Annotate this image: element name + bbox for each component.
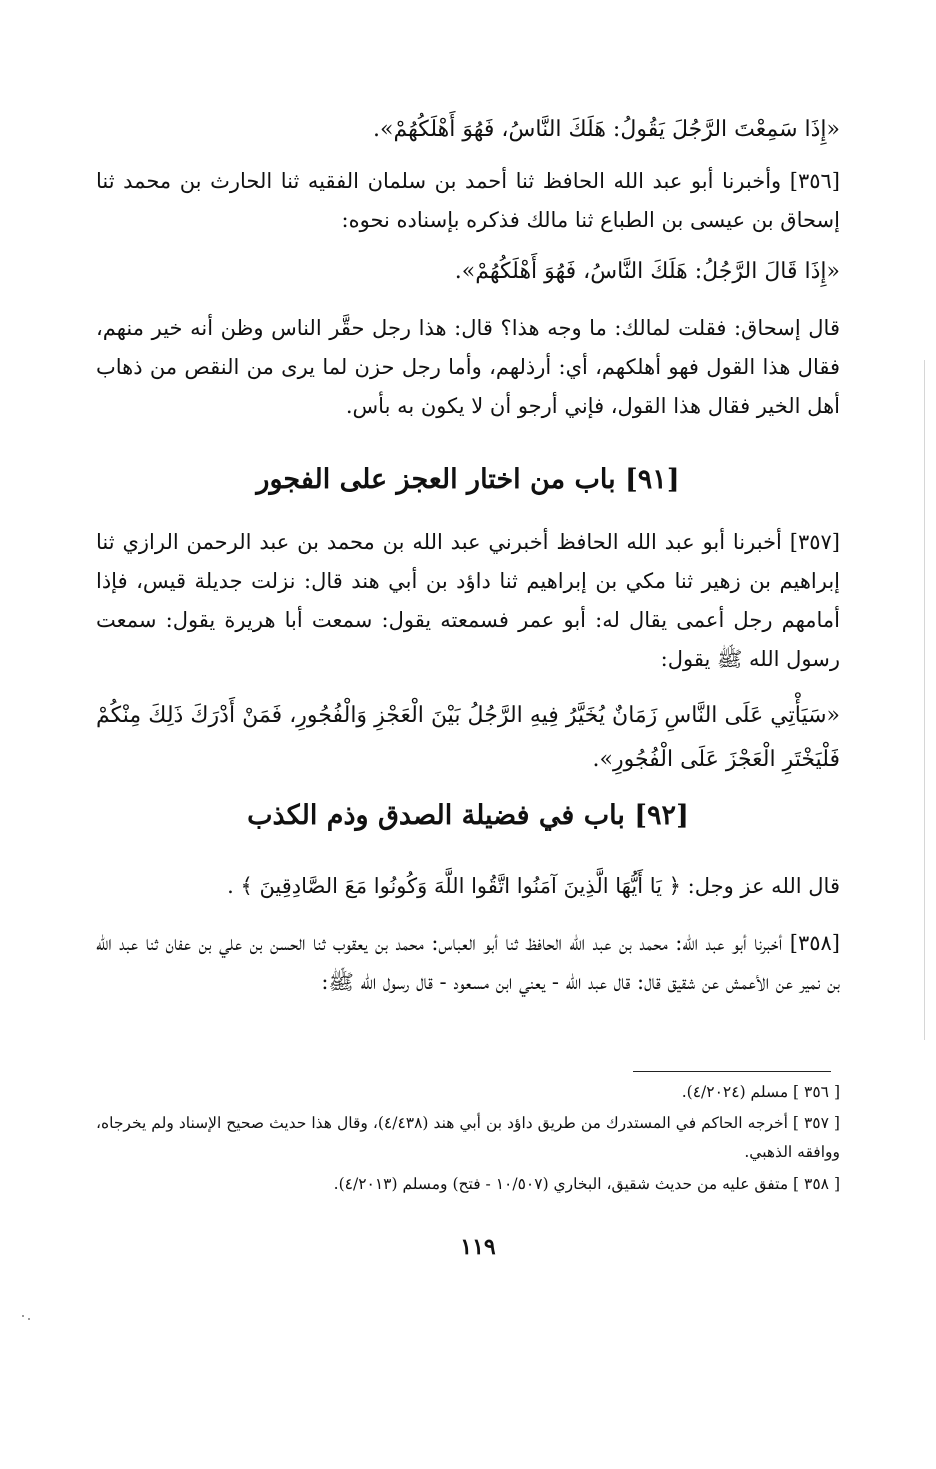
hadith-text-1: «إِذَا سَمِعْتَ الرَّجُلَ يَقُولُ: هَلَكَ النَّاسُ، فَهُوَ أَهْلَكُهُمْ».: [373, 117, 840, 142]
footnote-358: [ ٣٥٨ ] متفق عليه من حديث شقيق، البخاري (١٠/٥٠٧ - فتح) ومسلم (٤/٢٠١٣).: [333, 1175, 840, 1193]
chapter-heading-91: [٩١] باب من اختار العجز على الفجور: [256, 464, 680, 495]
scan-margin-line: [924, 360, 925, 1040]
paragraph-358: [٣٥٨] أخبرنا أبو عبد الله: محمد بن عبد الله الحافظ ثنا أبو العباس: محمد بن يعقوب ثنا الحسن بن علي بن عفان ثنا عبد الله بن نمير عن الأعمش عن شقيق قال: قال عبد الله - يعني ابن مسعود - قال رسول الله ﷺ:: [96, 931, 840, 994]
paragraph-356: [٣٥٦] وأخبرنا أبو عبد الله الحافظ ثنا أحمد بن سلمان الفقيه ثنا الحارث بن محمد ثنا إسحاق بن عيسى بن الطباع ثنا مالك فذكره بإسناده نحوه:: [96, 169, 840, 232]
footnote-357: [ ٣٥٧ ] أخرجه الحاكم في المستدرك من طريق داؤد بن أبي هند (٤/٤٣٨)، وقال هذا حديث صحيح الإسناد ولم يخرجاه، ووافقه الذهبي.: [96, 1114, 840, 1161]
scan-speck: [28, 1318, 30, 1320]
hadith-text-3: «سَيَأْتِي عَلَى النَّاسِ زَمَانٌ يُخَيَّرُ فِيهِ الرَّجُلُ بَيْنَ الْعَجْزِ وَالْفُجُورِ، فَمَنْ أَدْرَكَ ذَلِكَ مِنْكُمْ فَلْيَخْتَرِ الْعَجْزَ عَلَى الْفُجُورِ».: [96, 703, 840, 772]
footnote-separator: [633, 1071, 831, 1072]
chapter-heading-92: [٩٢] باب في فضيلة الصدق وذم الكذب: [247, 800, 689, 831]
hadith-text-2: «إِذَا قَالَ الرَّجُلُ: هَلَكَ النَّاسُ، فَهُوَ أَهْلَكُهُمْ».: [454, 259, 840, 284]
paragraph-357: [٣٥٧] أخبرنا أبو عبد الله الحافظ أخبرني عبد الله بن محمد بن عبد الرحمن الرازي ثنا إبراهيم بن زهير ثنا مكي بن إبراهيم ثنا داؤد بن أبي هند قال: نزلت جديلة قيس، فإذا أمامهم رجل أعمى يقال له: أبو عمر فسمعته يقول: سمعت أبا هريرة يقول: سمعت رسول الله ﷺ يقول:: [96, 530, 840, 671]
scan-speck: [22, 1315, 24, 1317]
page-number: ١١٩: [460, 1234, 496, 1260]
footnote-356: [ ٣٥٦ ] مسلم (٤/٢٠٢٤).: [681, 1083, 840, 1101]
quran-verse-paragraph: قال الله عز وجل: ﴿ يَا أَيُّهَا الَّذِينَ آمَنُوا اتَّقُوا اللَّهَ وَكُونُوا مَعَ الصَّادِقِينَ ﴾ .: [227, 874, 840, 898]
paragraph-commentary: قال إسحاق: فقلت لمالك: ما وجه هذا؟ قال: هذا رجل حقَّر الناس وظن أنه خير منهم، فقال هذا القول فهو أهلكهم، أي: أرذلهم، وأما رجل حزن لما يرى من النقص من ذهاب أهل الخير فقال هذا القول، فإني أرجو أن لا يكون به بأس.: [96, 316, 840, 418]
